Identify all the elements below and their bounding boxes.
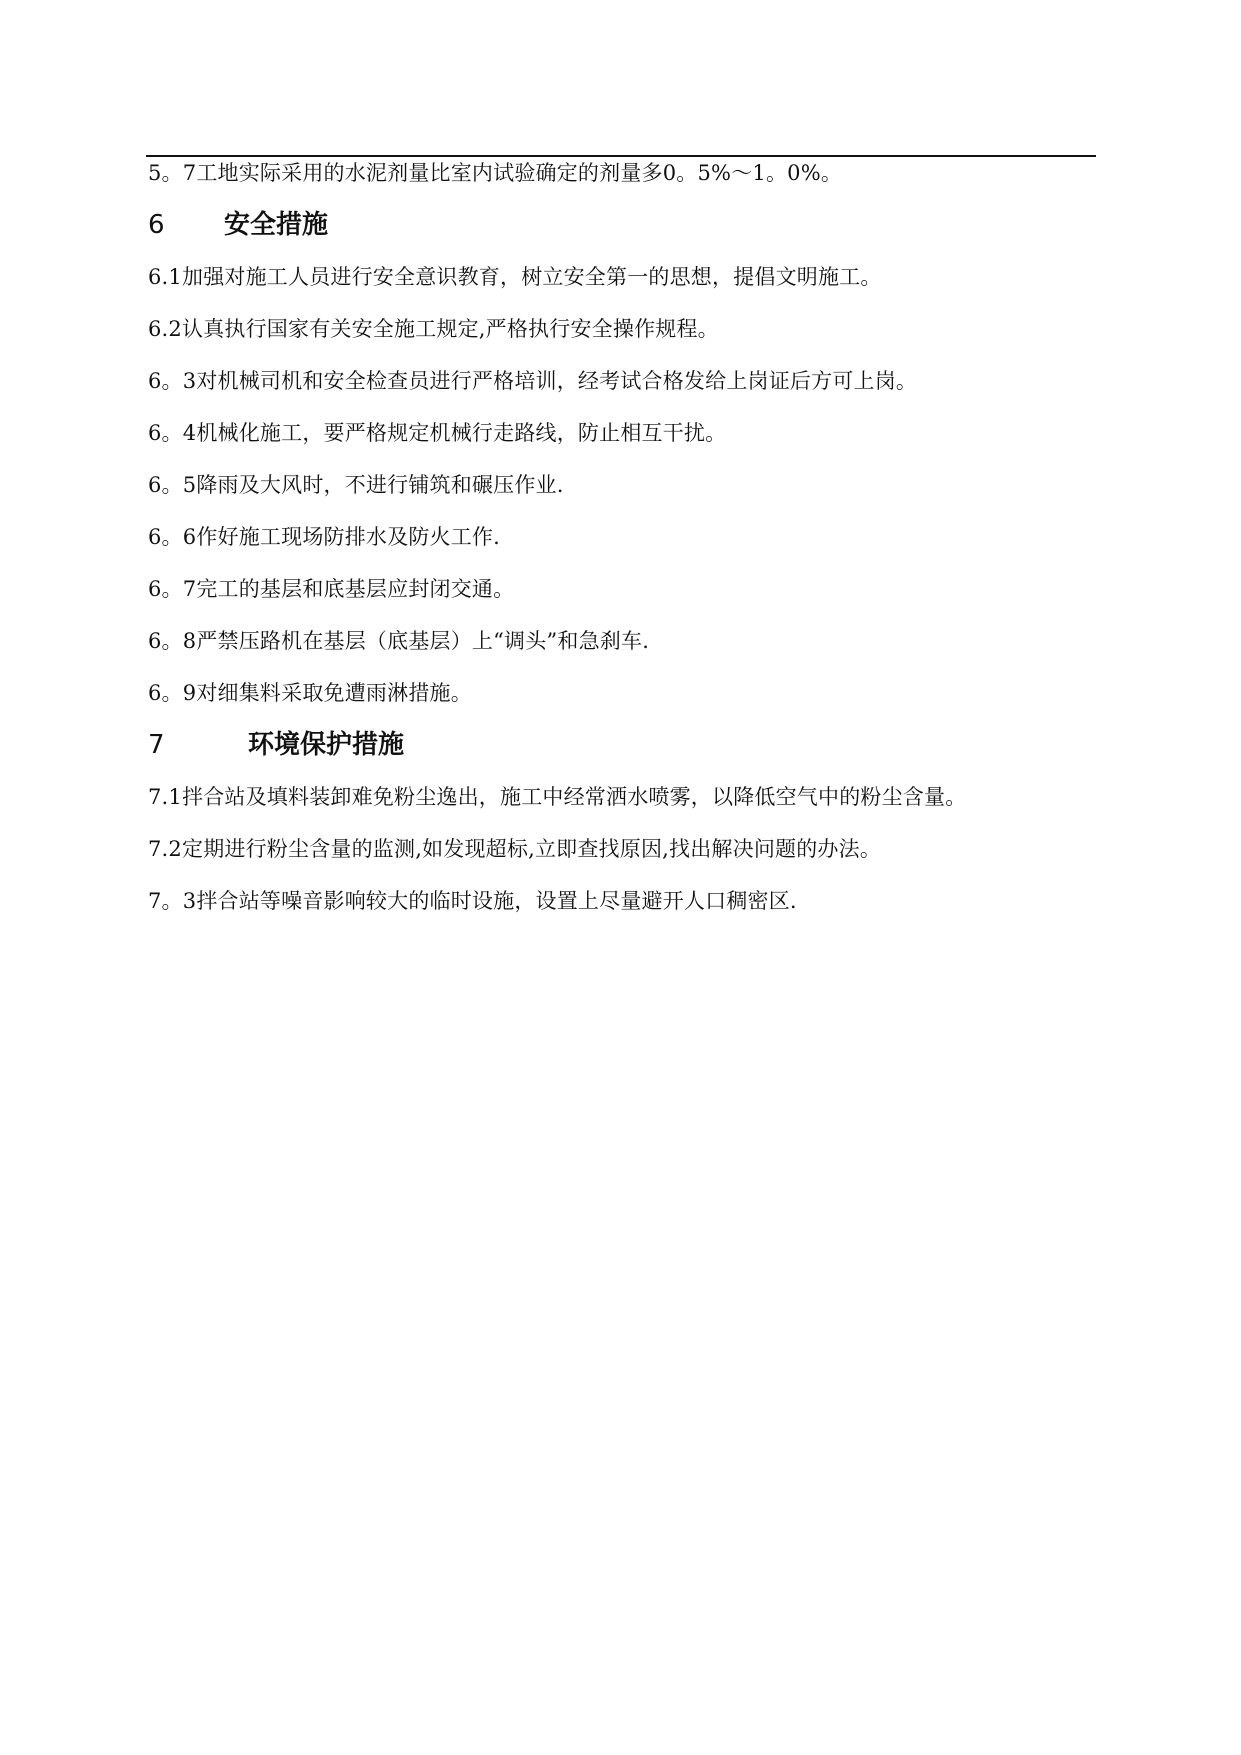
paragraph-6-4: 6。4机械化施工，要严格规定机械行走路线，防止相互干扰。 <box>148 421 727 445</box>
section-6-title: 安全措施 <box>224 210 329 240</box>
paragraph-6-3: 6。3对机械司机和安全检查员进行严格培训，经考试合格发给上岗证后方可上岗。 <box>148 369 918 393</box>
section-7-title: 环境保护措施 <box>248 730 405 760</box>
paragraph-6-8: 6。8严禁压路机在基层（底基层）上“调头”和急刹车. <box>148 629 650 653</box>
section-6-number: 6 <box>148 210 165 240</box>
paragraph-6-1: 6.1加强对施工人员进行安全意识教育，树立安全第一的思想，提倡文明施工。 <box>148 265 882 289</box>
paragraph-6-6: 6。6作好施工现场防排水及防火工作. <box>148 525 500 549</box>
paragraph-6-7: 6。7完工的基层和底基层应封闭交通。 <box>148 577 515 601</box>
section-6-heading <box>148 206 1096 244</box>
section-7-number: 7 <box>148 730 165 760</box>
paragraph-5-7: 5。7工地实际采用的水泥剂量比室内试验确定的剂量多0。5%～1。0%。 <box>148 161 843 185</box>
paragraph-7-2: 7.2定期进行粉尘含量的监测,如发现超标,立即查找原因,找出解决问题的办法。 <box>148 837 882 861</box>
header-rule <box>146 155 1096 157</box>
document-body <box>148 158 1096 938</box>
paragraph-7-3: 7。3拌合站等噪音影响较大的临时设施，设置上尽量避开人口稠密区. <box>148 889 797 913</box>
paragraph-7-1: 7.1拌合站及填料装卸难免粉尘逸出，施工中经常洒水喷雾，以降低空气中的粉尘含量。 <box>148 785 967 809</box>
paragraph-6-9: 6。9对细集料采取免遭雨淋措施。 <box>148 681 472 705</box>
paragraph-6-2: 6.2认真执行国家有关安全施工规定,严格执行安全操作规程。 <box>148 317 719 341</box>
paragraph-6-5: 6。5降雨及大风时，不进行铺筑和碾压作业. <box>148 473 564 497</box>
section-7-heading <box>148 726 1096 764</box>
